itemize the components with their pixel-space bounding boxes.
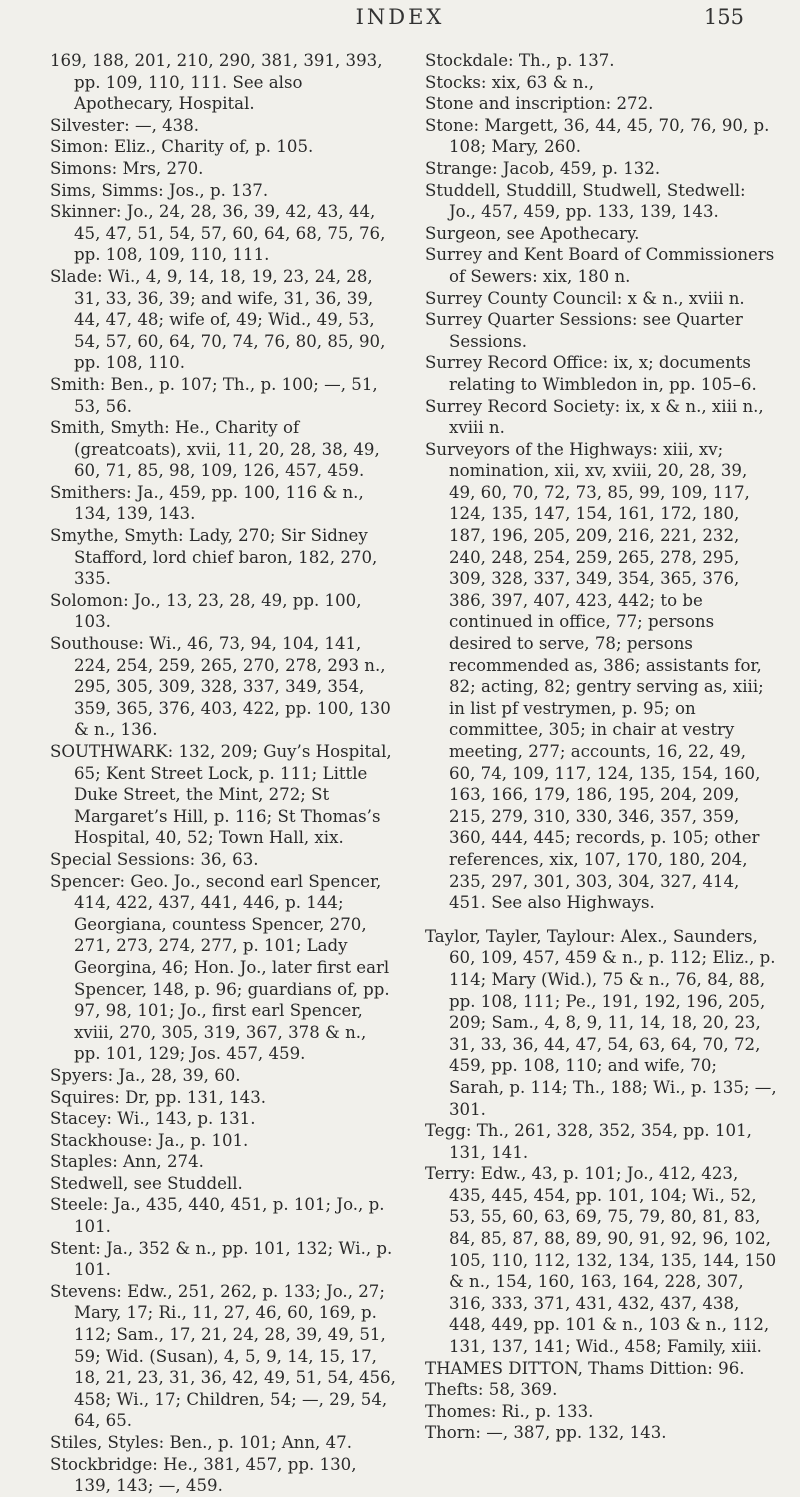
index-entry: Thomes: Ri., p. 133. xyxy=(425,1401,594,1421)
index-entry: Terry: Edw., 43, p. 101; Jo., 412, 423, 435, 445, 454, pp. 101, 104; Wi., 52, 53, 55, 60, 63, 69, 75, 79, 80, 81, 83, 84, 85, 87, 88, 89, 90, 91, 92, 96, 102, 105, 110, 112, 132, 134, 135, 144, 150 & n., 154, 160, 163, 164, 228, 307, 316, 333, 371, 431, 432, 437, 438, 448, 449, pp. 101 & n., 103 & n., 112, 131, 137, 141; Wid., 458; Family, xiii. xyxy=(425,1164,777,1357)
index-entry: Thorn: —, 387, pp. 132, 143. xyxy=(425,1423,667,1443)
index-entry: Surgeon, see Apothecary. xyxy=(425,223,640,243)
index-entry: Taylor, Tayler, Taylour: Alex., Saunders, 60, 109, 457, 459 & n., p. 112; Eliz., p. 114; Mary (Wid.), 75 & n., 76, 84, 88, pp. 108, 111; Pe., 191, 192, 196, 205, 209; Sam., 4, 8, 9, 11, 14, 18, 20, 23, 31, 33, 36, 44, 47, 54, 63, 64, 70, 72, 459, pp. 108, 110; and wife, 70; Sarah, p. 114; Th., 188; Wi., p. 135; —, 301. xyxy=(425,926,777,1119)
index-entry: Surrey Quarter Sessions: see Quarter Sessions. xyxy=(425,310,743,351)
index-entry: Southouse: Wi., 46, 73, 94, 104, 141, 224, 254, 259, 265, 270, 278, 293 n., 295, 305, 309, 328, 337, 349, 354, 359, 365, 376, 403, 422, pp. 100, 130 & n., 136. xyxy=(50,634,391,740)
index-entry: Stocks: xix, 63 & n., xyxy=(425,72,595,92)
index-entry: Simons: Mrs, 270. xyxy=(50,158,204,178)
index-entry: Stacey: Wi., 143, p. 131. xyxy=(50,1109,256,1129)
index-entry: Thefts: 58, 369. xyxy=(425,1380,558,1400)
index-entry: Surveyors of the Highways: xiii, xv; nomination, xii, xv, xviii, 20, 28, 39, 49, 60, 70, 72, 73, 85, 99, 109, 117, 124, 135, 147, 154, 161, 172, 180, 187, 196, 205, 209, 216, 221, 232, 240, 248, 254, 259, 265, 278, 295, 309, 328, 337, 349, 354, 365, 376, 386, 397, 407, 423, 442; to be continued in office, 77; persons desired to serve, 78; persons recommended as, 386; assistants for, 82; acting, 82; gentry serving as, xiii; in list pf vestrymen, p. 95; on committee, 305; in chair at vestry meeting, 277; accounts, 16, 22, 49, 60, 74, 109, 117, 124, 135, 154, 160, 163, 166, 179, 186, 195, 204, 209, 215, 279, 310, 330, 346, 357, 359, 360, 444, 445; records, p. 105; other references, xix, 107, 170, 180, 204, 235, 297, 301, 303, 304, 327, 414, 451. See also Highways. xyxy=(425,439,764,913)
index-entry: Simon: Eliz., Charity of, p. 105. xyxy=(50,137,314,157)
right-column xyxy=(425,50,777,1444)
index-entry: Spyers: Ja., 28, 39, 60. xyxy=(50,1065,241,1085)
index-entry: Stackhouse: Ja., p. 101. xyxy=(50,1130,249,1150)
index-entry: Stevens: Edw., 251, 262, p. 133; Jo., 27; Mary, 17; Ri., 11, 27, 46, 60, 169, p. 112; Sam., 17, 21, 24, 28, 39, 49, 51, 59; Wid. (Susan), 4, 5, 9, 14, 15, 17, 18, 21, 23, 31, 36, 42, 49, 51, 54, 456, 458; Wi., 17; Children, 54; —, 29, 54, 64, 65. xyxy=(50,1281,396,1431)
index-entry: Tegg: Th., 261, 328, 352, 354, pp. 101, 131, 141. xyxy=(425,1121,752,1162)
index-entry: Stiles, Styles: Ben., p. 101; Ann, 47. xyxy=(50,1433,352,1452)
index-entry: Smythe, Smyth: Lady, 270; Sir Sidney Stafford, lord chief baron, 182, 270, 335. xyxy=(50,526,378,589)
index-entry: 169, 188, 201, 210, 290, 381, 391, 393, pp. 109, 110, 111. See also Apothecary, Hospital. xyxy=(50,51,383,114)
index-entry: Stockbridge: He., 381, 457, pp. 130, 139, 143; —, 459. xyxy=(50,1454,357,1496)
index-entry: Squires: Dr, pp. 131, 143. xyxy=(50,1087,267,1107)
index-entry: THAMES DITTON, Thams Dittion: 96. xyxy=(425,1358,745,1378)
running-head-title: INDEX xyxy=(355,5,445,29)
index-entry: Stent: Ja., 352 & n., pp. 101, 132; Wi., p. 101. xyxy=(50,1238,393,1280)
index-entry: Stone and inscription: 272. xyxy=(425,94,654,114)
index-entry: Surrey Record Society: ix, x & n., xiii n., xviii n. xyxy=(425,396,764,438)
index-entry: Smith: Ben., p. 107; Th., p. 100; —, 51, 53, 56. xyxy=(50,374,378,416)
index-entry: Sims, Simms: Jos., p. 137. xyxy=(50,180,269,200)
left-column xyxy=(50,50,398,1497)
index-entry: SOUTHWARK: 132, 209; Guy’s Hospital, 65; Kent Street Lock, p. 111; Little Duke Street, the Mint, 272; St Margaret’s Hill, p. 116; St Thomas’s Hospital, 40, 52; Town Hall, xix. xyxy=(50,742,392,848)
index-entry: Studdell, Studdill, Studwell, Stedwell: Jo., 457, 459, pp. 133, 139, 143. xyxy=(425,180,746,222)
index-entry: Stockdale: Th., p. 137. xyxy=(425,51,615,70)
index-entry: Staples: Ann, 274. xyxy=(50,1152,204,1172)
index-entry: Solomon: Jo., 13, 23, 28, 49, pp. 100, 103. xyxy=(50,590,362,632)
index-entry: Strange: Jacob, 459, p. 132. xyxy=(425,158,661,178)
index-entry: Spencer: Geo. Jo., second earl Spencer, 414, 422, 437, 441, 446, p. 144; Georgiana, countess Spencer, 270, 271, 273, 274, 277, p. 101; Lady Georgina, 46; Hon. Jo., later first earl Spencer, 148, p. 96; guardians of, pp. 97, 98, 101; Jo., first earl Spencer, xviii, 270, 305, 319, 367, 378 & n., pp. 101, 129; Jos. 457, 459. xyxy=(50,871,390,1064)
index-entry: Steele: Ja., 435, 440, 451, p. 101; Jo., p. 101. xyxy=(50,1195,385,1237)
index-entry: Special Sessions: 36, 63. xyxy=(50,849,259,869)
index-entry: Slade: Wi., 4, 9, 14, 18, 19, 23, 24, 28, 31, 33, 36, 39; and wife, 31, 36, 39, 44, 47, 48; wife of, 49; Wid., 49, 53, 54, 57, 60, 64, 70, 74, 76, 80, 85, 90, pp. 108, 110. xyxy=(50,266,386,373)
index-entry: Stedwell, see Studdell. xyxy=(50,1173,243,1193)
index-entry: Surrey County Council: x & n., xviii n. xyxy=(425,288,745,308)
index-entry: Surrey Record Office: ix, x; documents relating to Wimbledon in, pp. 105–6. xyxy=(425,353,757,394)
index-entry: Surrey and Kent Board of Commissioners of Sewers: xix, 180 n. xyxy=(425,245,775,286)
index-entry: Stone: Margett, 36, 44, 45, 70, 76, 90, p. 108; Mary, 260. xyxy=(425,115,770,157)
index-entry: Smith, Smyth: He., Charity of (greatcoats), xvii, 11, 20, 28, 38, 49, 60, 71, 85, 98, 109, 126, 457, 459. xyxy=(50,418,380,481)
page-number: 155 xyxy=(703,5,744,29)
index-entry: Smithers: Ja., 459, pp. 100, 116 & n., 134, 139, 143. xyxy=(50,482,364,524)
index-entry: Silvester: —, 438. xyxy=(50,115,200,135)
index-entry: Skinner: Jo., 24, 28, 36, 39, 42, 43, 44, 45, 47, 51, 54, 57, 60, 64, 68, 75, 76, pp. 108, 109, 110, 111. xyxy=(50,202,386,265)
